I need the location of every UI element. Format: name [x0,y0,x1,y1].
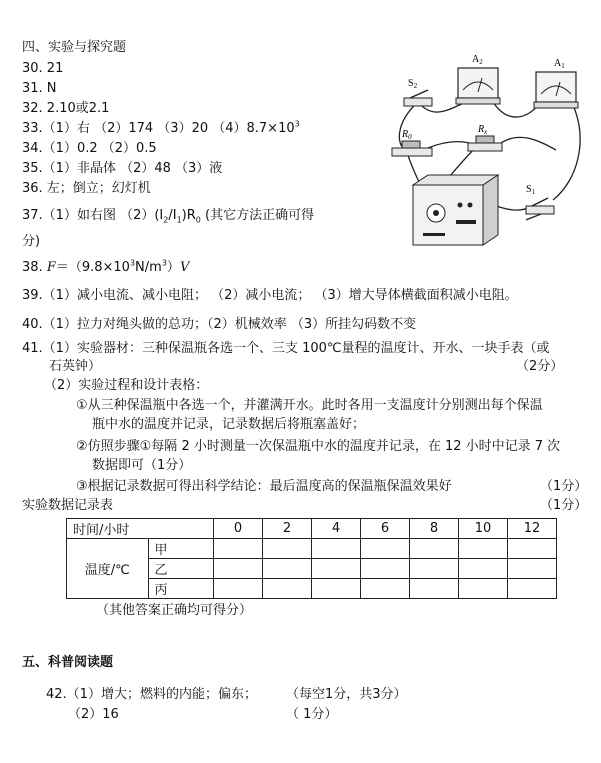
switch-s2-base [404,98,432,106]
ammeter-a1 [534,58,578,108]
bottle-label: 甲 [148,539,213,559]
answer-37-sub-1: 2 [163,215,169,225]
power-supply-indicator [456,220,476,224]
answer-34: 34.（1）0.2 （2）0.5 [22,141,157,156]
data-cell [312,539,361,559]
answer-41-line1: 41.（1）实验器材：三种保温瓶各选一个、三支 100℃量程的温度计、开水、一块手表（或 [22,341,550,356]
answer-41-line4: ①从三种保温瓶中各选一个，并灌满开水。此时各用一支温度计分别测出每个保温 [76,398,543,413]
answer-38-num: 38. [22,260,47,275]
table-row [67,539,557,559]
resistor-r0 [392,129,432,156]
time-cell: 8 [410,519,459,539]
resistor-rx [468,124,502,151]
resistor-rx-subscript: x [484,128,488,136]
section4-title: 四、实验与探究题 [22,40,127,55]
answer-33-text: 33.（1）右 （2）174 （3）20 （4）8.7×10 [22,121,295,136]
answer-37-sub-3: 0 [195,215,201,225]
switch-s1-lever [532,198,548,206]
power-supply-terminal [458,203,463,208]
power-supply-terminal [468,203,473,208]
table-note: （其他答案正确均可得分） [96,603,253,618]
answer-30: 30. 21 [22,61,64,76]
resistor-rx-coil [476,136,494,143]
data-cell [410,559,459,579]
time-cell: 6 [361,519,410,539]
data-cell [263,559,312,579]
data-cell [214,559,263,579]
answer-41-line6: ②仿照步骤①每隔 2 小时测量一次保温瓶中水的温度并记录，在 12 小时中记录 7 次 [76,439,561,454]
answer-41-line7: 数据即可（1分） [92,458,192,473]
data-cell [214,579,263,599]
resistor-r0-label: $R_0$ [402,129,412,141]
answer-37-line2: 分) [22,234,41,249]
answer-40: 40.（1）拉力对绳头做的总功；（2）机械效率 （3）所挂勾码数不变 [22,317,417,332]
resistor-r0-base [392,148,432,156]
answer-36: 36. 左；倒立；幻灯机 [22,181,151,196]
data-cell [459,559,508,579]
answer-37-sub-2: 1 [176,215,182,225]
switch-s2 [404,78,432,106]
answer-41-line8: ③根据记录数据可得出科学结论：最后温度高的保温瓶保温效果好 [76,479,452,494]
time-cell: 0 [214,519,263,539]
ammeter-a1-label: $A_1$ [554,58,565,70]
ammeter-a1-base [534,102,578,108]
ammeter-a1-body [536,72,576,102]
resistor-r0-coil [402,141,420,148]
answer-41-line2-score: （2分） [516,359,564,374]
data-cell [263,579,312,599]
circuit-diagram [378,40,588,255]
switch-s1-label: $S_1$ [526,184,536,196]
answer-38 [22,260,189,276]
data-cell [459,539,508,559]
answer-41-line8-score: （1分） [540,479,588,494]
section5-title: 五、科普阅读题 [22,655,114,670]
time-cell: 2 [263,519,312,539]
answer-42-line1: 42.（1）增大；燃料的内能；偏东； [46,687,257,702]
power-supply [413,175,498,245]
answer-42-line1-score: （每空1分，共3分） [286,687,407,702]
switch-s1-base [526,206,554,214]
switch-s1-subscript: 1 [531,188,536,196]
answer-38-exp-1: 3 [129,258,136,268]
switch-s2-label: $S_2$ [408,78,418,90]
resistor-rx-label: $R_x$ [478,124,488,136]
data-cell [508,559,557,579]
data-cell [508,579,557,599]
resistor-rx-base [468,143,502,151]
ammeter-a2-body [458,68,498,98]
ammeter-a1-subscript: 1 [561,62,565,70]
ammeter-a2-label: $A_2$ [472,54,483,66]
data-cell [508,539,557,559]
resistor-r0-subscript: 0 [408,133,412,141]
answer-38-F: F [46,260,56,275]
time-header: 时间/小时 [67,519,214,539]
answer-42-line2-score: （ 1分） [286,707,338,722]
answer-38-V: V [179,260,190,275]
data-cell [361,579,410,599]
table-caption-score: （1分） [540,498,588,513]
time-cell: 12 [508,519,557,539]
answer-37 [22,208,314,224]
data-cell [459,579,508,599]
answer-31: 31. N [22,81,57,96]
table-row [67,519,557,539]
answer-41-line5: 瓶中水的温度并记录，记录数据后将瓶塞盖好； [92,417,366,432]
power-supply-label-plate [423,233,445,236]
temp-label: 温度/℃ [67,539,149,599]
data-cell [410,579,459,599]
data-cell [361,559,410,579]
data-cell [312,559,361,579]
switch-s1 [526,184,554,214]
data-cell [263,539,312,559]
time-cell: 10 [459,519,508,539]
answer-38-part-c: N/m [135,260,162,275]
power-supply-knob-center [433,210,439,216]
data-cell [214,539,263,559]
answer-33 [22,121,300,137]
bottle-label: 丙 [148,579,213,599]
record-table [66,518,557,599]
data-cell [410,539,459,559]
answer-41-line2: 石英钟） [49,359,102,374]
answer-37-part-a: 37.（1）如右图 （2）(I [22,208,164,223]
data-cell [361,539,410,559]
answer-38-exp-2: 3 [161,258,167,268]
data-cell [312,579,361,599]
switch-s2-lever [410,90,428,98]
answer-37-part-d: (其它方法正确可得 [200,208,315,223]
answer-38-part-d: ） [166,260,180,275]
answer-41-line3: （2）实验过程和设计表格： [44,378,209,393]
answer-33-exponent: 3 [294,119,300,129]
answer-37-part-b: /I [168,208,177,223]
time-cell: 4 [312,519,361,539]
answer-37-part-c: )R [181,208,196,223]
bottle-label: 乙 [148,559,213,579]
answer-32: 32. 2.10或2.1 [22,101,110,116]
ammeter-a2-subscript: 2 [479,58,483,66]
power-supply-side [483,175,498,245]
answer-39: 39.（1）减小电流、减小电阻； （2）减小电流； （3）增大导体横截面积减小电阻。 [22,288,518,303]
answer-38-part-b: ＝（9.8×10 [55,260,130,275]
ammeter-a2-base [456,98,500,104]
switch-s2-subscript: 2 [413,82,418,90]
ammeter-a2 [456,54,500,104]
table-caption: 实验数据记录表 [22,498,114,513]
answer-35: 35.（1）非晶体 （2）48 （3）液 [22,161,223,176]
answer-42-line2: （2）16 [68,707,119,722]
